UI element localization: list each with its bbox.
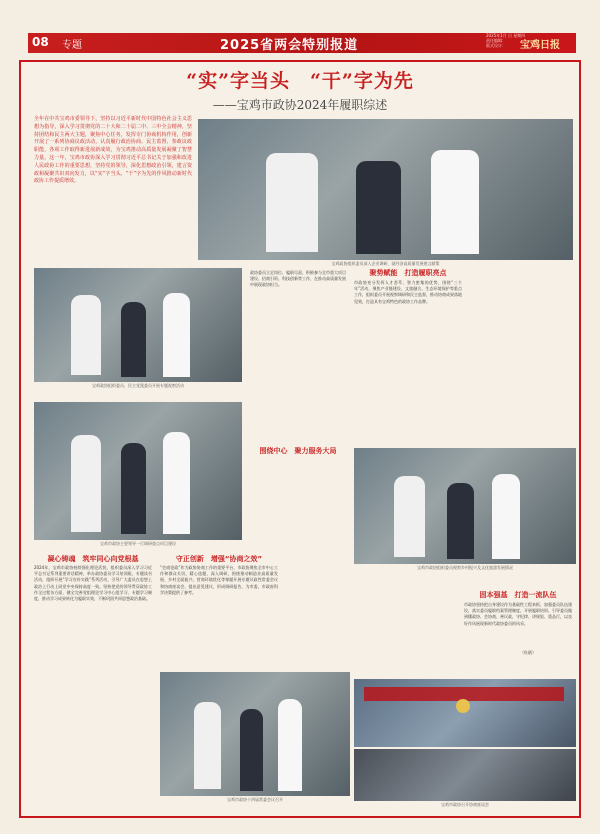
meta-line: 2025年1月 日 星期四 xyxy=(486,33,526,38)
page-header xyxy=(0,0,600,58)
meta-line: 责任编辑： xyxy=(486,38,506,43)
photo-5-caption: 宝鸡市政协十四届常委会议召开 xyxy=(227,797,283,802)
photo-4 xyxy=(354,448,576,564)
article-subtitle: ——宝鸡市政协2024年履职综述 xyxy=(212,98,388,112)
photo-4-caption: 宝鸡市政协组织委员视察乡村振兴及文化旅游发展情况 xyxy=(417,565,513,570)
photo-6 xyxy=(354,749,576,801)
newspaper-brand: 宝鸡日报 xyxy=(520,40,560,51)
section-text: 2024年，宝鸡市政协持续强化理论武装，组织委员深入学习习近平总书记系列重要讲话精神，举办政协委员学习培训班、专题读书活动，组织开展“学习宣传实践”系列活动，引导广大委员在思想上政治上行动上同党中央保持高度一致。坚持把党的领导贯穿政协工作全过程各方面，健全完善党组理论学习中心组学习、专题学习制度，推动学习成果转化为履职实效，不断巩固共同思想政治基础。 xyxy=(34,565,152,602)
section-heading: 聚势赋能 打造履职亮点 xyxy=(369,269,447,277)
photo-6-banner xyxy=(354,679,576,747)
page-number: 08 xyxy=(32,35,49,49)
photo-5 xyxy=(160,672,350,796)
photo-3 xyxy=(34,402,242,540)
cppcc-emblem-icon xyxy=(456,699,470,713)
section-text: 市政协充分发挥人才荟萃、智力密集的优势，围绕“三个年”活动，聚焦产业链建设、文旅融合、生态环境保护等重点工作，组织委员开展视察调研和民主监督，推动协商成果落地见效，打造具有宝鸡特色的政协工作品牌。 xyxy=(354,280,462,304)
photo-3-caption: 宝鸡市政协主要领导一行调研重点项目建设 xyxy=(100,541,176,546)
meta-line: 版式设计： xyxy=(486,43,506,48)
section-heading: 凝心铸魂 筑牢同心向党根基 xyxy=(47,555,139,563)
section-heading: 守正创新 增强“协商之效” xyxy=(175,555,263,563)
section-heading: 围绕中心 聚力服务大局 xyxy=(259,447,337,455)
section-text: 市政协坚持把自身建设作为基础性工程来抓，加强委员队伍建设，落实委员履职档案管理制度，开展履职培训，引导委员做到懂政协、会协商、善议政，守纪律、讲规矩、重品行，以良好作风展现新时代政协委员的风采。 xyxy=(464,602,572,626)
article-intro: 全年在中共宝鸡市委领导下，坚持以习近平新时代中国特色社会主义思想为指导，深入学习贯彻党的二十大和二十届二中、三中全会精神，坚持团结和民主两大主题，聚焦中心任务，发挥专门协商机构作用，创新开展了一系列协商议政活动，认真履行政治协商、民主监督、参政议政职能，各项工作取得新进展新成效，为宝鸡推动高质量发展凝聚了智慧力量。这一年，宝鸡市政协深入学习贯彻习近平总书记关于加强和改进人民政协工作的重要思想，坚持党的领导，深化思想政治引领，建言资政和凝聚共识双向发力，以“实”字当头、“干”字为先的作风推动新时代政协工作提质增效。 xyxy=(34,116,192,185)
center-column-text: 政协委员立足岗位、履职尽责，积极参与全市重大项目建设、招商引资、科技创新等工作，在推动高质量发展中展现政协担当。 xyxy=(250,270,346,288)
article-title: “实”字当头 “干”字为先 xyxy=(186,70,414,92)
photo-2-caption: 宝鸡政协组织委员、民主党派委员开展专题视察活动 xyxy=(92,383,184,388)
section-text: “会商论政”作为政协协商工作的重要平台，市政协聚焦全市中心工作和群众关切，精心选题，深入调研，围绕推动制造业高质量发展、乡村全面振兴、营商环境优化等课题开展专题议政性常委会议和协商座谈会，提出意见建议，形成调研报告，为市委、市政府科学决策提供了参考。 xyxy=(160,565,278,595)
photo-1 xyxy=(198,119,573,260)
article-author: （杜鹃） xyxy=(520,650,536,655)
photo-2 xyxy=(34,268,242,382)
section-heading: 固本强基 打造一流队伍 xyxy=(479,591,557,599)
photo-1-caption: 宝鸡政协组织委员深入企业调研，就经济高质量发展建言献策 xyxy=(331,261,440,266)
photo-6-caption: 宝鸡市政协召开协商座谈会 xyxy=(441,802,489,807)
banner-title: 2025省两会特别报道 xyxy=(220,38,359,53)
section-label: 专题 xyxy=(62,40,82,51)
